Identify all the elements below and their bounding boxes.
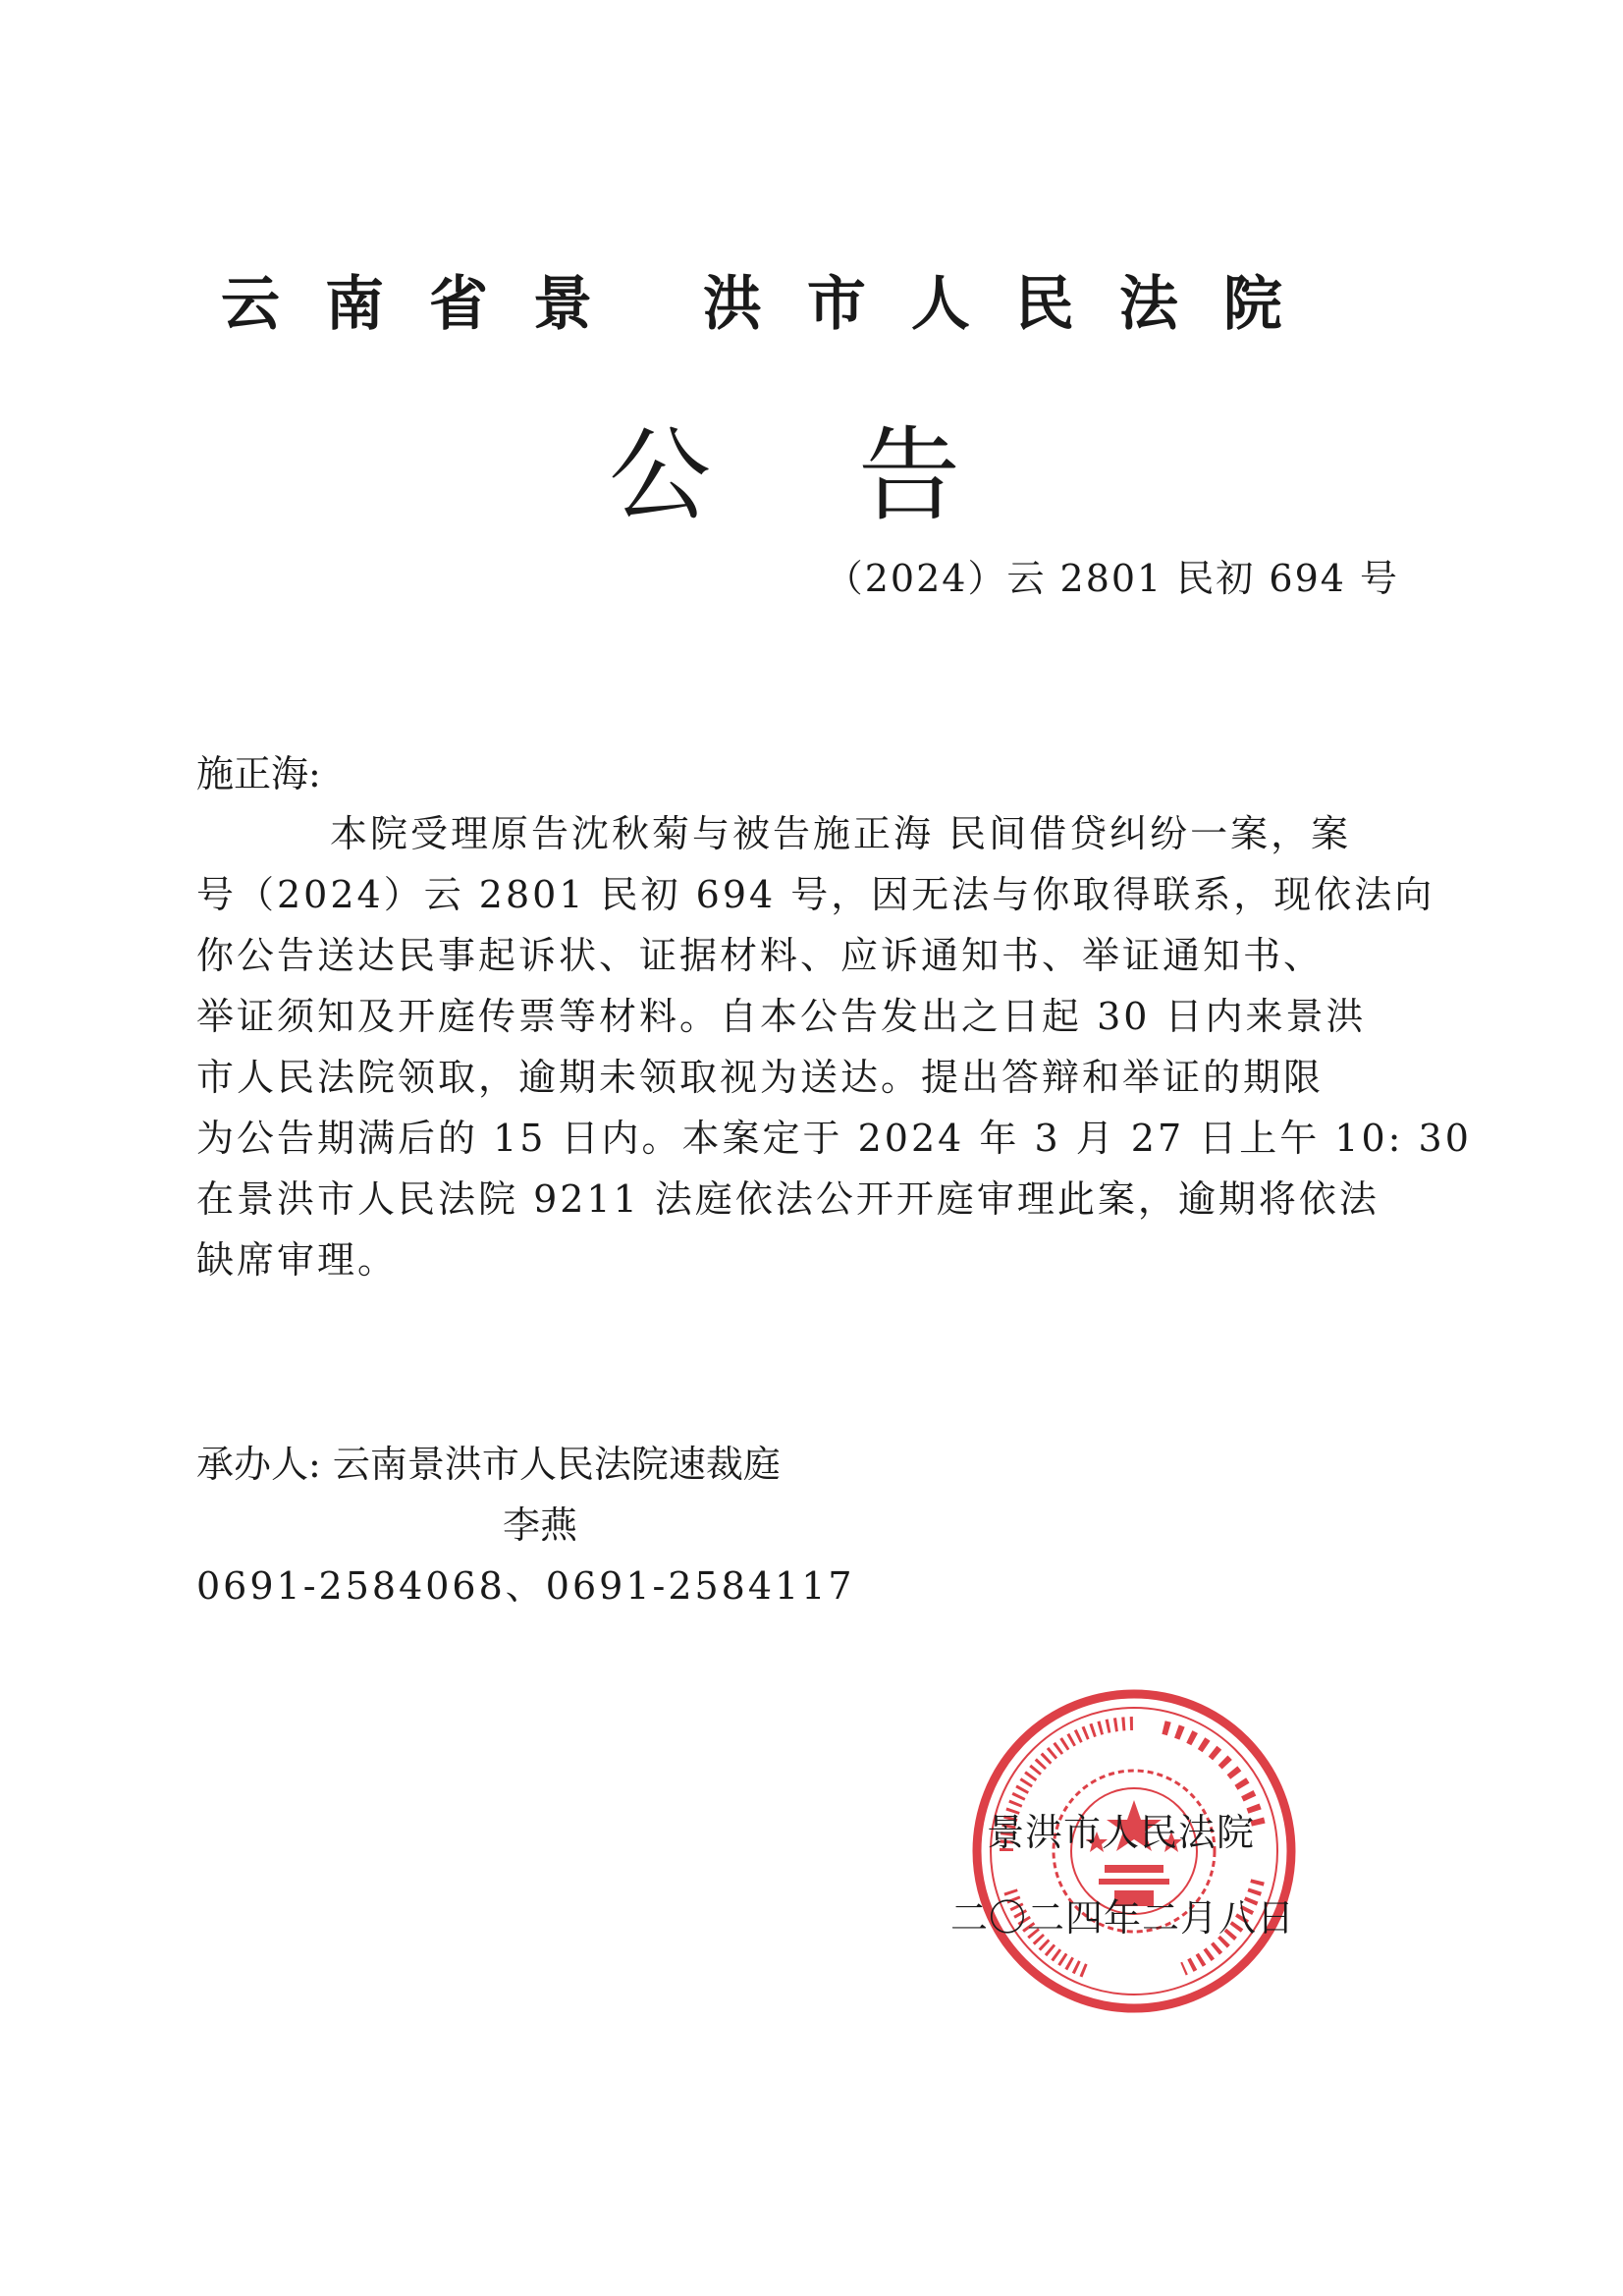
handler-name: 李燕 [503, 1503, 578, 1547]
body-line: 为公告期满后的 15 日内。本案定于 2024 年 3 月 27 日上午 10: 30 [196, 1117, 1472, 1160]
notice-body [196, 803, 1472, 1290]
body-line: 你公告送达民事起诉状、证据材料、应诉通知书、举证通知书、 [196, 934, 1325, 977]
body-line: 号（2024）云 2801 民初 694 号，因无法与你取得联系，现依法向 [196, 873, 1435, 916]
issue-date: 二〇二四年二月八日 [950, 1896, 1296, 1940]
body-line: 市人民法院领取，逾期未领取视为送达。提出答辩和举证的期限 [196, 1056, 1325, 1099]
body-line: 缺席审理。 [196, 1238, 399, 1282]
body-line: 在景洪市人民法院 9211 法庭依法公开开庭审理此案，逾期将依法 [196, 1177, 1380, 1221]
court-name-heading: 云南省景 洪市人民法院 [221, 270, 1327, 339]
handler-unit: 承办人: 云南景洪市人民法院速裁庭 [196, 1443, 781, 1486]
document-title: 公告 [609, 415, 1109, 535]
addressee: 施正海: [196, 752, 321, 795]
issuing-court: 景洪市人民法院 [987, 1811, 1256, 1854]
body-line: 举证须知及开庭传票等材料。自本公告发出之日起 30 日内来景洪 [196, 995, 1367, 1038]
handler-block [196, 1434, 855, 1616]
case-number: （2024）云 2801 民初 694 号 [825, 557, 1399, 600]
body-line: 本院受理原告沈秋菊与被告施正海 民间借贷纠纷一案，案 [330, 812, 1352, 855]
handler-phones: 0691-2584068、0691-2584117 [196, 1564, 855, 1608]
